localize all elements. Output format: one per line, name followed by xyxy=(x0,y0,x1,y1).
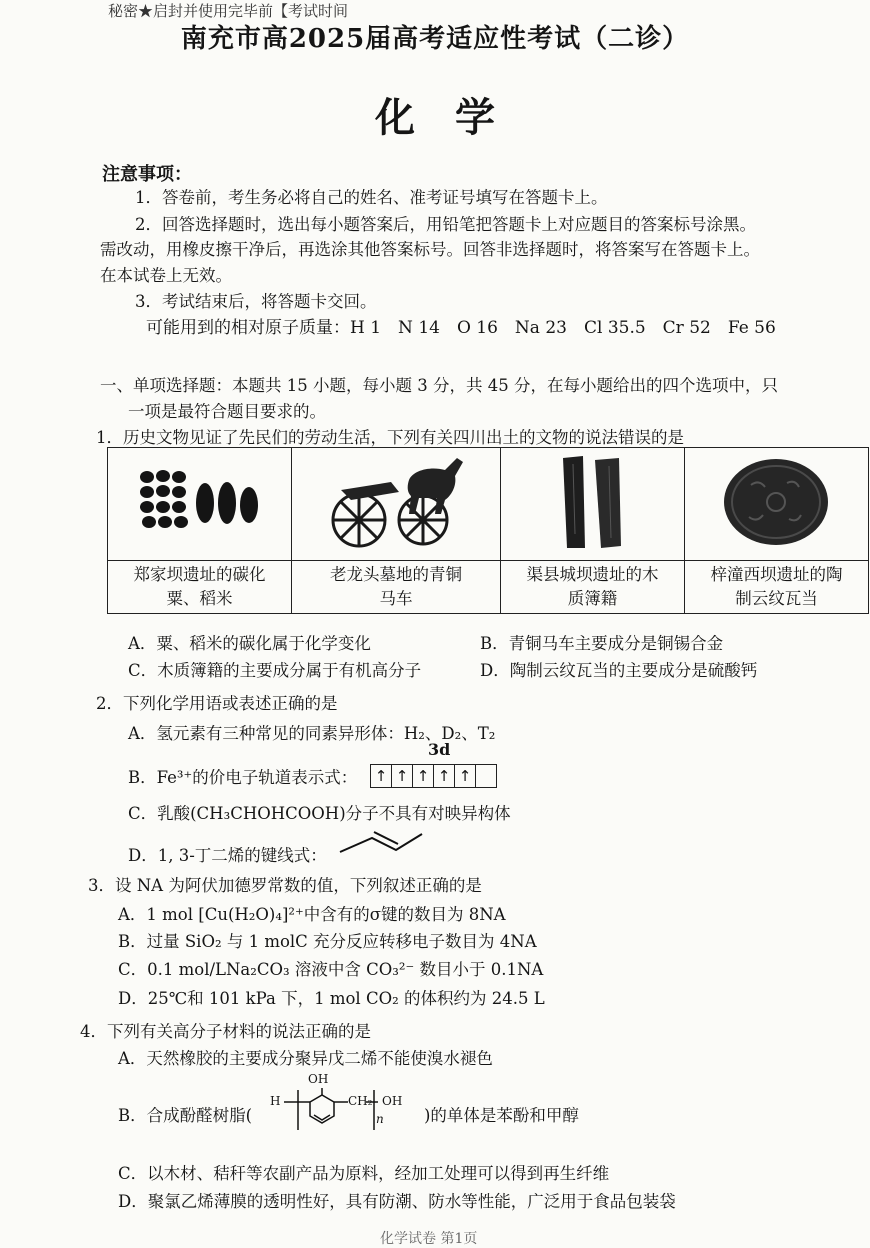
q4-stem: 4．下列有关高分子材料的说法正确的是 xyxy=(80,1022,371,1041)
notice-item-1: 1．答卷前，考生务必将自己的姓名、准考证号填写在答题卡上。 xyxy=(135,188,608,207)
relic-caption-2: 老龙头墓地的青铜 马车 xyxy=(292,561,501,614)
q4-option-c: C．以木材、秸秆等农副产品为原料，经加工处理可以得到再生纤维 xyxy=(118,1164,610,1183)
q1-stem: 1．历史文物见证了先民们的劳动生活，下列有关四川出土的文物的说法错误的是 xyxy=(96,428,684,447)
page-footer: 化学试卷 第1页 xyxy=(380,1231,478,1247)
q3-stem: 3．设 NA 为阿伏加德罗常数的值，下列叙述正确的是 xyxy=(88,876,482,895)
orbital-diagram xyxy=(370,764,497,788)
notice-item-2c: 在本试卷上无效。 xyxy=(100,266,232,285)
q2-option-b: B．Fe³⁺的价电子轨道表示式： xyxy=(128,768,358,787)
q3-option-a: A．1 mol [Cu(H₂O)₄]²⁺中含有的σ键的数目为 8NA xyxy=(118,905,506,924)
oh-end-label: OH xyxy=(382,1094,403,1108)
orbital-box: ↑ xyxy=(434,765,455,787)
exam-title: 南充市高2025届高考适应性考试（二诊） xyxy=(180,24,690,54)
wooden-slips-icon xyxy=(557,454,627,550)
carbonized-grain-icon xyxy=(135,467,265,537)
q2-stem: 2．下列化学用语或表述正确的是 xyxy=(96,694,338,713)
q2-option-c: C．乳酸(CH₃CHOHCOOH)分子不具有对映异构体 xyxy=(128,804,511,823)
orbital-box: ↑ xyxy=(455,765,476,787)
subject-title: 化学 xyxy=(375,94,535,141)
relic-caption-1: 郑家坝遗址的碳化 粟、稻米 xyxy=(108,561,292,614)
oh-label: OH xyxy=(308,1072,329,1086)
notice-item-3: 3．考试结束后，将答题卡交回。 xyxy=(135,292,377,311)
ch2-label: CH₂ xyxy=(348,1094,373,1108)
relic-caption-4: 梓潼西坝遗址的陶 制云纹瓦当 xyxy=(684,561,868,614)
orbital-label: 3d xyxy=(428,740,451,759)
butadiene-skeletal-formula-icon xyxy=(336,826,426,856)
relic-table xyxy=(107,447,869,614)
phenolic-resin-structure xyxy=(262,1072,422,1142)
orbital-box xyxy=(476,765,496,787)
section-1-heading-cont: 一项是最符合题目要求的。 xyxy=(128,402,326,421)
q2-option-a: A．氢元素有三种常见的同素异形体：H₂、D₂、T₂ xyxy=(128,724,496,743)
q3-option-b: B．过量 SiO₂ 与 1 molC 充分反应转移电子数目为 4NA xyxy=(118,932,537,951)
bronze-chariot-icon xyxy=(321,452,471,552)
q1-option-a: A．粟、稻米的碳化属于化学变化 xyxy=(128,634,371,653)
atomic-masses: 可能用到的相对原子质量：H 1 N 14 O 16 Na 23 Cl 35.5 Cr 52 Fe 56 xyxy=(146,318,776,338)
q4-option-b-pre: B．合成酚醛树脂( xyxy=(118,1106,253,1125)
orbital-box: ↑ xyxy=(413,765,434,787)
q3-option-c: C．0.1 mol/LNa₂CO₃ 溶液中含 CO₃²⁻ 数目小于 0.1NA xyxy=(118,960,544,979)
orbital-box: ↑ xyxy=(371,765,392,787)
q4-option-b-post: )的单体是苯酚和甲醇 xyxy=(424,1106,579,1125)
notice-item-2b: 需改动，用橡皮擦干净后，再选涂其他答案标号。回答非选择题时，将答案写在答题卡上。 xyxy=(100,240,760,259)
relic-image-chariot xyxy=(292,448,501,561)
q4-option-a: A．天然橡胶的主要成分聚异戊二烯不能使溴水褪色 xyxy=(118,1049,493,1068)
relic-image-tile xyxy=(684,448,868,561)
q1-option-b: B．青铜马车主要成分是铜锡合金 xyxy=(480,634,724,653)
q1-option-c: C．木质簿籍的主要成分属于有机高分子 xyxy=(128,661,422,680)
notice-item-2a: 2．回答选择题时，选出每小题答案后，用铅笔把答题卡上对应题目的答案标号涂黑。 xyxy=(135,215,756,234)
h-label: H xyxy=(270,1094,281,1108)
q4-option-d: D．聚氯乙烯薄膜的透明性好，具有防潮、防水等性能，广泛用于食品包装袋 xyxy=(118,1192,676,1211)
section-1-heading: 一、单项选择题：本题共 15 小题，每小题 3 分，共 45 分，在每小题给出的四个选项中，只 xyxy=(100,376,778,395)
n-label: n xyxy=(376,1112,384,1126)
relic-image-slips xyxy=(500,448,684,561)
relic-image-grain xyxy=(108,448,292,561)
orbital-box: ↑ xyxy=(392,765,413,787)
q1-option-d: D．陶制云纹瓦当的主要成分是硫酸钙 xyxy=(480,661,758,680)
q3-option-d: D．25℃和 101 kPa 下，1 mol CO₂ 的体积约为 24.5 L xyxy=(118,989,545,1008)
relic-caption-3: 渠县城坝遗址的木 质簿籍 xyxy=(500,561,684,614)
confidential-line: 秘密★启封并使用完毕前【考试时间 xyxy=(108,2,349,20)
cloud-pattern-tile-icon xyxy=(721,457,831,547)
q2-option-d: D．1, 3-丁二烯的键线式： xyxy=(128,846,327,865)
notice-heading: 注意事项： xyxy=(102,164,192,185)
